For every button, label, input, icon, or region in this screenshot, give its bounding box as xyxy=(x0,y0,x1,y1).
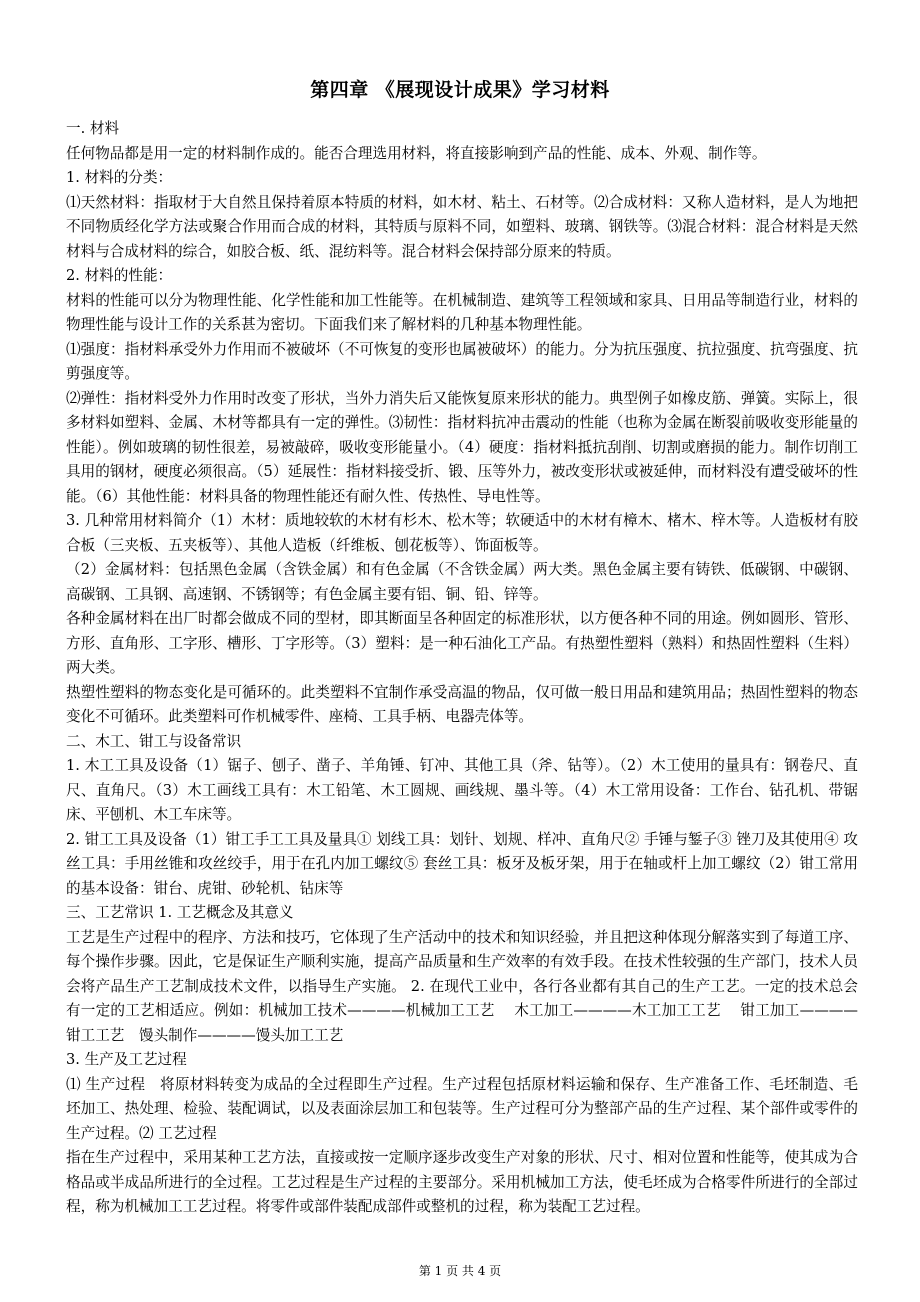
body-paragraph: ⑴强度：指材料承受外力作用而不被破坏（不可恢复的变形也属被破坏）的能力。分为抗压强度、抗拉强度、抗弯强度、抗剪强度等。 xyxy=(66,340,858,382)
body-paragraph: 工艺是生产过程中的程序、方法和技巧，它体现了生产活动中的技术和知识经验，并且把这种体现分解落实到了每道工序、每个操作步骤。因此，它是保证生产顺利实施，提高产品质量和生产效率的有效手段。在技术性较强的生产部门，技术人员会将产品生产工艺制成技术文件，以指导生产实施。 2. 在现代工业中，各行各业都有其自己的生产工艺。一定的技术总会有一定的工艺相适应。例如：机械加工技术————机械加工工艺 木工加工————木工加工工艺 钳工加工————钳工工艺 馒头制作————馒头加工工艺 xyxy=(66,928,858,1044)
body-paragraph: 热塑性塑料的物态变化是可循环的。此类塑料不宜制作承受高温的物品，仅可做一般日用品和建筑用品；热固性塑料的物态变化不可循环。此类塑料可作机械零件、座椅、工具手柄、电器壳体等。 xyxy=(66,683,858,725)
body-paragraph: ⑴天然材料：指取材于大自然且保持着原本特质的材料，如木材、粘土、石材等。⑵合成材料：又称人造材料，是人为地把不同物质经化学方法或聚合作用而合成的材料，其特质与原料不同，如塑料、玻璃、钢铁等。⑶混合材料：混合材料是天然材料与合成材料的综合，如胶合板、纸、混纺料等。混合材料会保持部分原来的特质。 xyxy=(66,193,858,260)
section-heading: 三、工艺常识 1. 工艺概念及其意义 xyxy=(66,904,294,921)
page-title: 第四章 《展现设计成果》学习材料 xyxy=(310,79,610,101)
body-paragraph: ⑵弹性：指材料受外力作用时改变了形状，当外力消失后又能恢复原来形状的能力。典型例子如橡皮筋、弹簧。实际上，很多材料如塑料、金属、木材等都具有一定的弹性。⑶韧性：指材料抗冲击震动的性能（也称为金属在断裂前吸收变形能量的性能）。例如玻璃的韧性很差，易被敲碎，吸收变形能量小。（4）硬度：指材料抵抗刮削、切割或磨损的能力。制作切削工具用的钢材，硬度必须很高。（5）延展性：指材料接受折、锻、压等外力，被改变形状或被延伸，而材料没有遭受破坏的性能。（6）其他性能：材料具备的物理性能还有耐久性、传热性、导电性等。 xyxy=(66,389,858,505)
subsection-heading: 1. 材料的分类： xyxy=(66,169,173,186)
body-paragraph: ⑴ 生产过程 将原材料转变为成品的全过程即生产过程。生产过程包括原材料运输和保存、生产准备工作、毛坯制造、毛坯加工、热处理、检验、装配调试，以及表面涂层加工和包装等。生产过程可分为整部产品的生产过程、某个部件或零件的生产过程。⑵ 工艺过程 xyxy=(66,1075,858,1142)
subsection-heading: 3. 生产及工艺过程 xyxy=(66,1051,187,1068)
section-heading: 二、木工、钳工与设备常识 xyxy=(66,732,242,750)
section-heading: 一. 材料 xyxy=(66,120,120,137)
body-paragraph: 材料的性能可以分为物理性能、化学性能和加工性能等。在机械制造、建筑等工程领域和家具、日用品等制造行业，材料的物理性能与设计工作的关系甚为密切。下面我们来了解材料的几种基本物理性能。 xyxy=(66,291,858,333)
body-paragraph: 任何物品都是用一定的材料制作成的。能否合理选用材料，将直接影响到产品的性能、成本、外观、制作等。 xyxy=(66,144,767,162)
body-paragraph: 1. 木工工具及设备（1）锯子、刨子、凿子、羊角锤、钉冲、其他工具（斧、钻等）。（2）木工使用的量具有：钢卷尺、直尺、直角尺。（3）木工画线工具有：木工铅笔、木工圆规、画线规、墨斗等。（4）木工常用设备：工作台、钻孔机、带锯床、平刨机、木工车床等。 xyxy=(66,757,858,823)
page-footer: 第 1 页 共 4 页 xyxy=(418,1264,502,1278)
body-paragraph: 各种金属材料在出厂时都会做成不同的型材，即其断面呈各种固定的标准形状，以方便各种不同的用途。例如圆形、管形、方形、直角形、工字形、槽形、丁字形等。（3）塑料：是一种石油化工产品。有热塑性塑料（熟料）和热固性塑料（生料）两大类。 xyxy=(66,610,858,676)
body-paragraph: 指在生产过程中，采用某种工艺方法，直接或按一定顺序逐步改变生产对象的形状、尺寸、相对位置和性能等，使其成为合格品或半成品所进行的全过程。工艺过程是生产过程的主要部分。采用机械加工方法，使毛坯成为合格零件所进行的全部过程，称为机械加工工艺过程。将零件或部件装配成部件或整机的过程，称为装配工艺过程。 xyxy=(66,1149,858,1215)
body-paragraph: （2）金属材料：包括黑色金属（含铁金属）和有色金属（不含铁金属）两大类。黑色金属主要有铸铁、低碳钢、中碳钢、高碳钢、工具钢、高速钢、不锈钢等；有色金属主要有铝、铜、铅、锌等。 xyxy=(66,561,858,603)
body-paragraph: 3. 几种常用材料简介（1）木材：质地较软的木材有杉木、松木等；软硬适中的木材有樟木、楮木、梓木等。人造板材有胶合板（三夹板、五夹板等）、其他人造板（纤维板、刨花板等）、饰面板等。 xyxy=(66,512,858,554)
subsection-heading: 2. 材料的性能： xyxy=(66,267,173,284)
body-paragraph: 2. 钳工工具及设备（1）钳工手工工具及量具① 划线工具：划针、划规、样冲、直角尺② 手锤与錾子③ 锉刀及其使用④ 攻丝工具：手用丝锥和攻丝绞手，用于在孔内加工螺纹⑤ 套丝工具：板牙及板牙架，用于在轴或杆上加工螺纹（2）钳工常用的基本设备：钳台、虎钳、砂轮机、钻床等 xyxy=(66,830,858,897)
document-body xyxy=(66,117,858,1220)
